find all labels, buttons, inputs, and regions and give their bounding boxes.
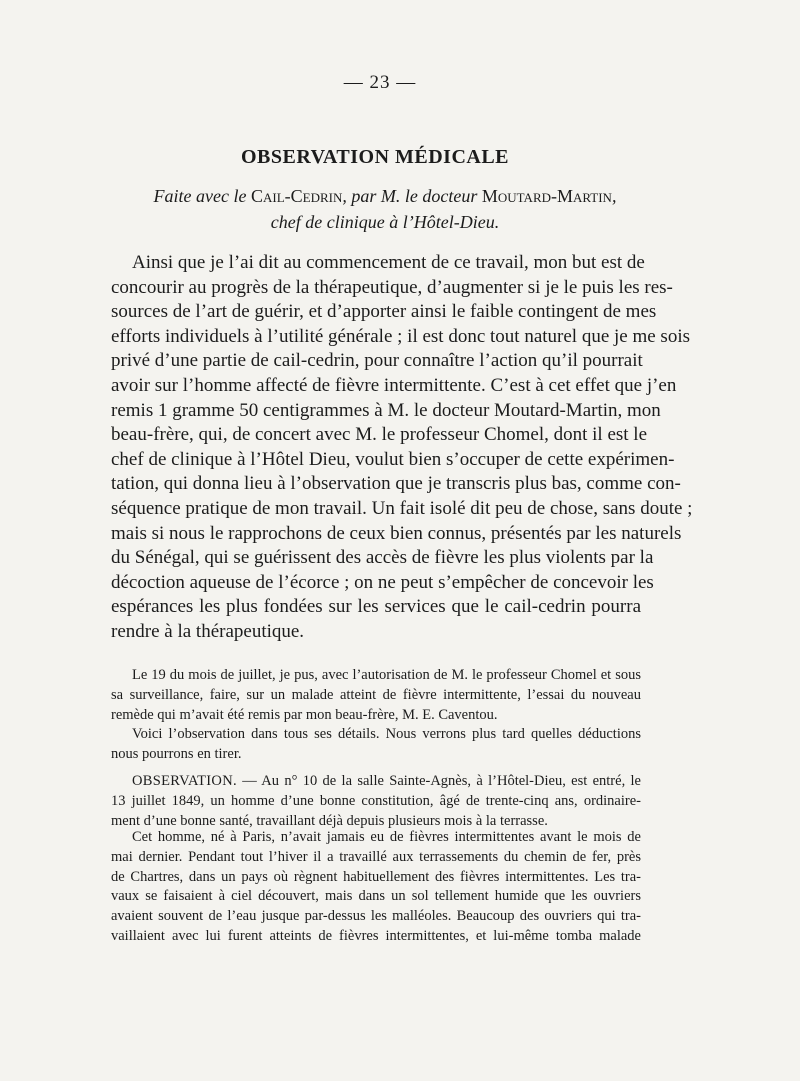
subtitle-text: . <box>494 212 500 232</box>
text-line: 13 juillet 1849, un homme d’une bonne constitution, âgé de trente-cinq ans, ordinaire- <box>111 792 641 809</box>
subtitle-name: Cail-Cedrin <box>251 186 343 206</box>
text-line: Cet homme, né à Paris, n’avait jamais eu de fièvres intermittentes avant le mois de <box>132 829 641 845</box>
subtitle-text: , par M. le docteur <box>342 186 482 206</box>
subtitle-name: Moutard-Martin <box>481 186 612 206</box>
subtitle-line-1 <box>150 186 620 207</box>
observation-paragraph <box>111 772 641 831</box>
text-line: chef de clinique à l’Hôtel Dieu, voulut bien s’occuper de cette expérimen- <box>111 448 675 470</box>
text-line: avoir sur l’homme affecté de fièvre intermittente. C’est à cet effet que j’en <box>111 374 677 396</box>
text-line: privé d’une partie de cail-cedrin, pour connaître l’action qu’il pourrait <box>111 350 643 372</box>
text-line: concourir au progrès de la thérapeutique, d’augmenter si je le puis les res- <box>111 276 673 298</box>
text-line: vaux se faisaient à ciel découvert, mais dans un sol tellement humide que les ouvriers <box>111 888 641 905</box>
text-line: sources de l’art de guérir, et d’apporter ainsi le faible contingent de mes <box>111 301 657 323</box>
final-paragraph <box>111 828 641 947</box>
text-line: beau-frère, qui, de concert avec M. le professeur Chomel, dont il est le <box>111 424 648 446</box>
text-line: du Sénégal, qui se guérissent des accès de fièvre les plus violents par la <box>111 547 654 569</box>
small-paragraph-2 <box>111 725 641 765</box>
text-line: remis 1 gramme 50 centigrammes à M. le docteur Moutard-Martin, mon <box>111 399 661 421</box>
subtitle-name: Hôtel-Dieu <box>413 212 495 232</box>
subtitle-text: Faite avec le <box>153 186 251 206</box>
subtitle-text: chef de clinique à l’ <box>270 212 414 232</box>
text-line: ment d’une bonne santé, travaillant déjà depuis plusieurs mois à la terrasse. <box>111 812 548 829</box>
main-paragraph <box>111 251 693 645</box>
text-line: Ainsi que je l’ai dit au commencement de ce travail, mon but est de <box>132 252 645 273</box>
text-line: sa surveillance, faire, sur un malade atteint de fièvre intermittente, l’essai du nouveau <box>111 686 641 703</box>
page-title: OBSERVATION MÉDICALE <box>240 146 510 168</box>
text-line: de Chartres, dans un pays où règnent habituellement des fièvres intermittentes. Les tra- <box>111 868 641 885</box>
text-line: Le 19 du mois de juillet, je pus, avec l’autorisation de M. le professeur Chomel et sous <box>132 667 641 683</box>
text-line: vaillaient avec lui furent atteints de fièvres intermittentes, et lui-même tomba malade <box>111 927 641 944</box>
text-line: efforts individuels à l’utilité générale ; il est donc tout naturel que je me sois <box>111 325 690 347</box>
text-line: remède qui m’avait été remis par mon beau-frère, M. E. Caventou. <box>111 706 498 723</box>
text-line: séquence pratique de mon travail. Un fait isolé dit peu de chose, sans doute ; <box>111 497 693 519</box>
text-line: espérances les plus fondées sur les services que le cail-cedrin pourra <box>111 596 641 618</box>
observation-text: — Au n° 10 de la salle Sainte-Agnès, à l’Hôtel-Dieu, est entré, le <box>236 773 641 789</box>
text-line <box>111 772 641 792</box>
text-line: décoction aqueuse de l’écorce ; on ne peut s’empêcher de concevoir les <box>111 571 654 593</box>
page-number: — 23 — <box>343 72 417 93</box>
text-line: avaient souvent de l’eau jusque par-dessus les malléoles. Beaucoup des ouvriers qui tra- <box>111 908 641 925</box>
text-line: mai dernier. Pendant tout l’hiver il a travaillé aux terrassements du chemin de fer, près <box>111 848 641 865</box>
text-line: tation, qui donna lieu à l’observation que je transcris plus bas, comme con- <box>111 473 681 495</box>
text-line: nous pourrons en tirer. <box>111 745 242 762</box>
text-line: mais si nous le rapprochons de ceux bien connus, présentés par les naturels <box>111 522 682 544</box>
text-line: rendre à la thérapeutique. <box>111 620 305 642</box>
observation-label: OBSERVATION. <box>132 773 237 789</box>
text-line: Voici l’observation dans tous ses détails. Nous verrons plus tard quelles déductions <box>132 726 641 742</box>
small-paragraph-1 <box>111 666 641 725</box>
subtitle-line-2 <box>150 212 620 233</box>
subtitle-text: , <box>611 186 617 206</box>
